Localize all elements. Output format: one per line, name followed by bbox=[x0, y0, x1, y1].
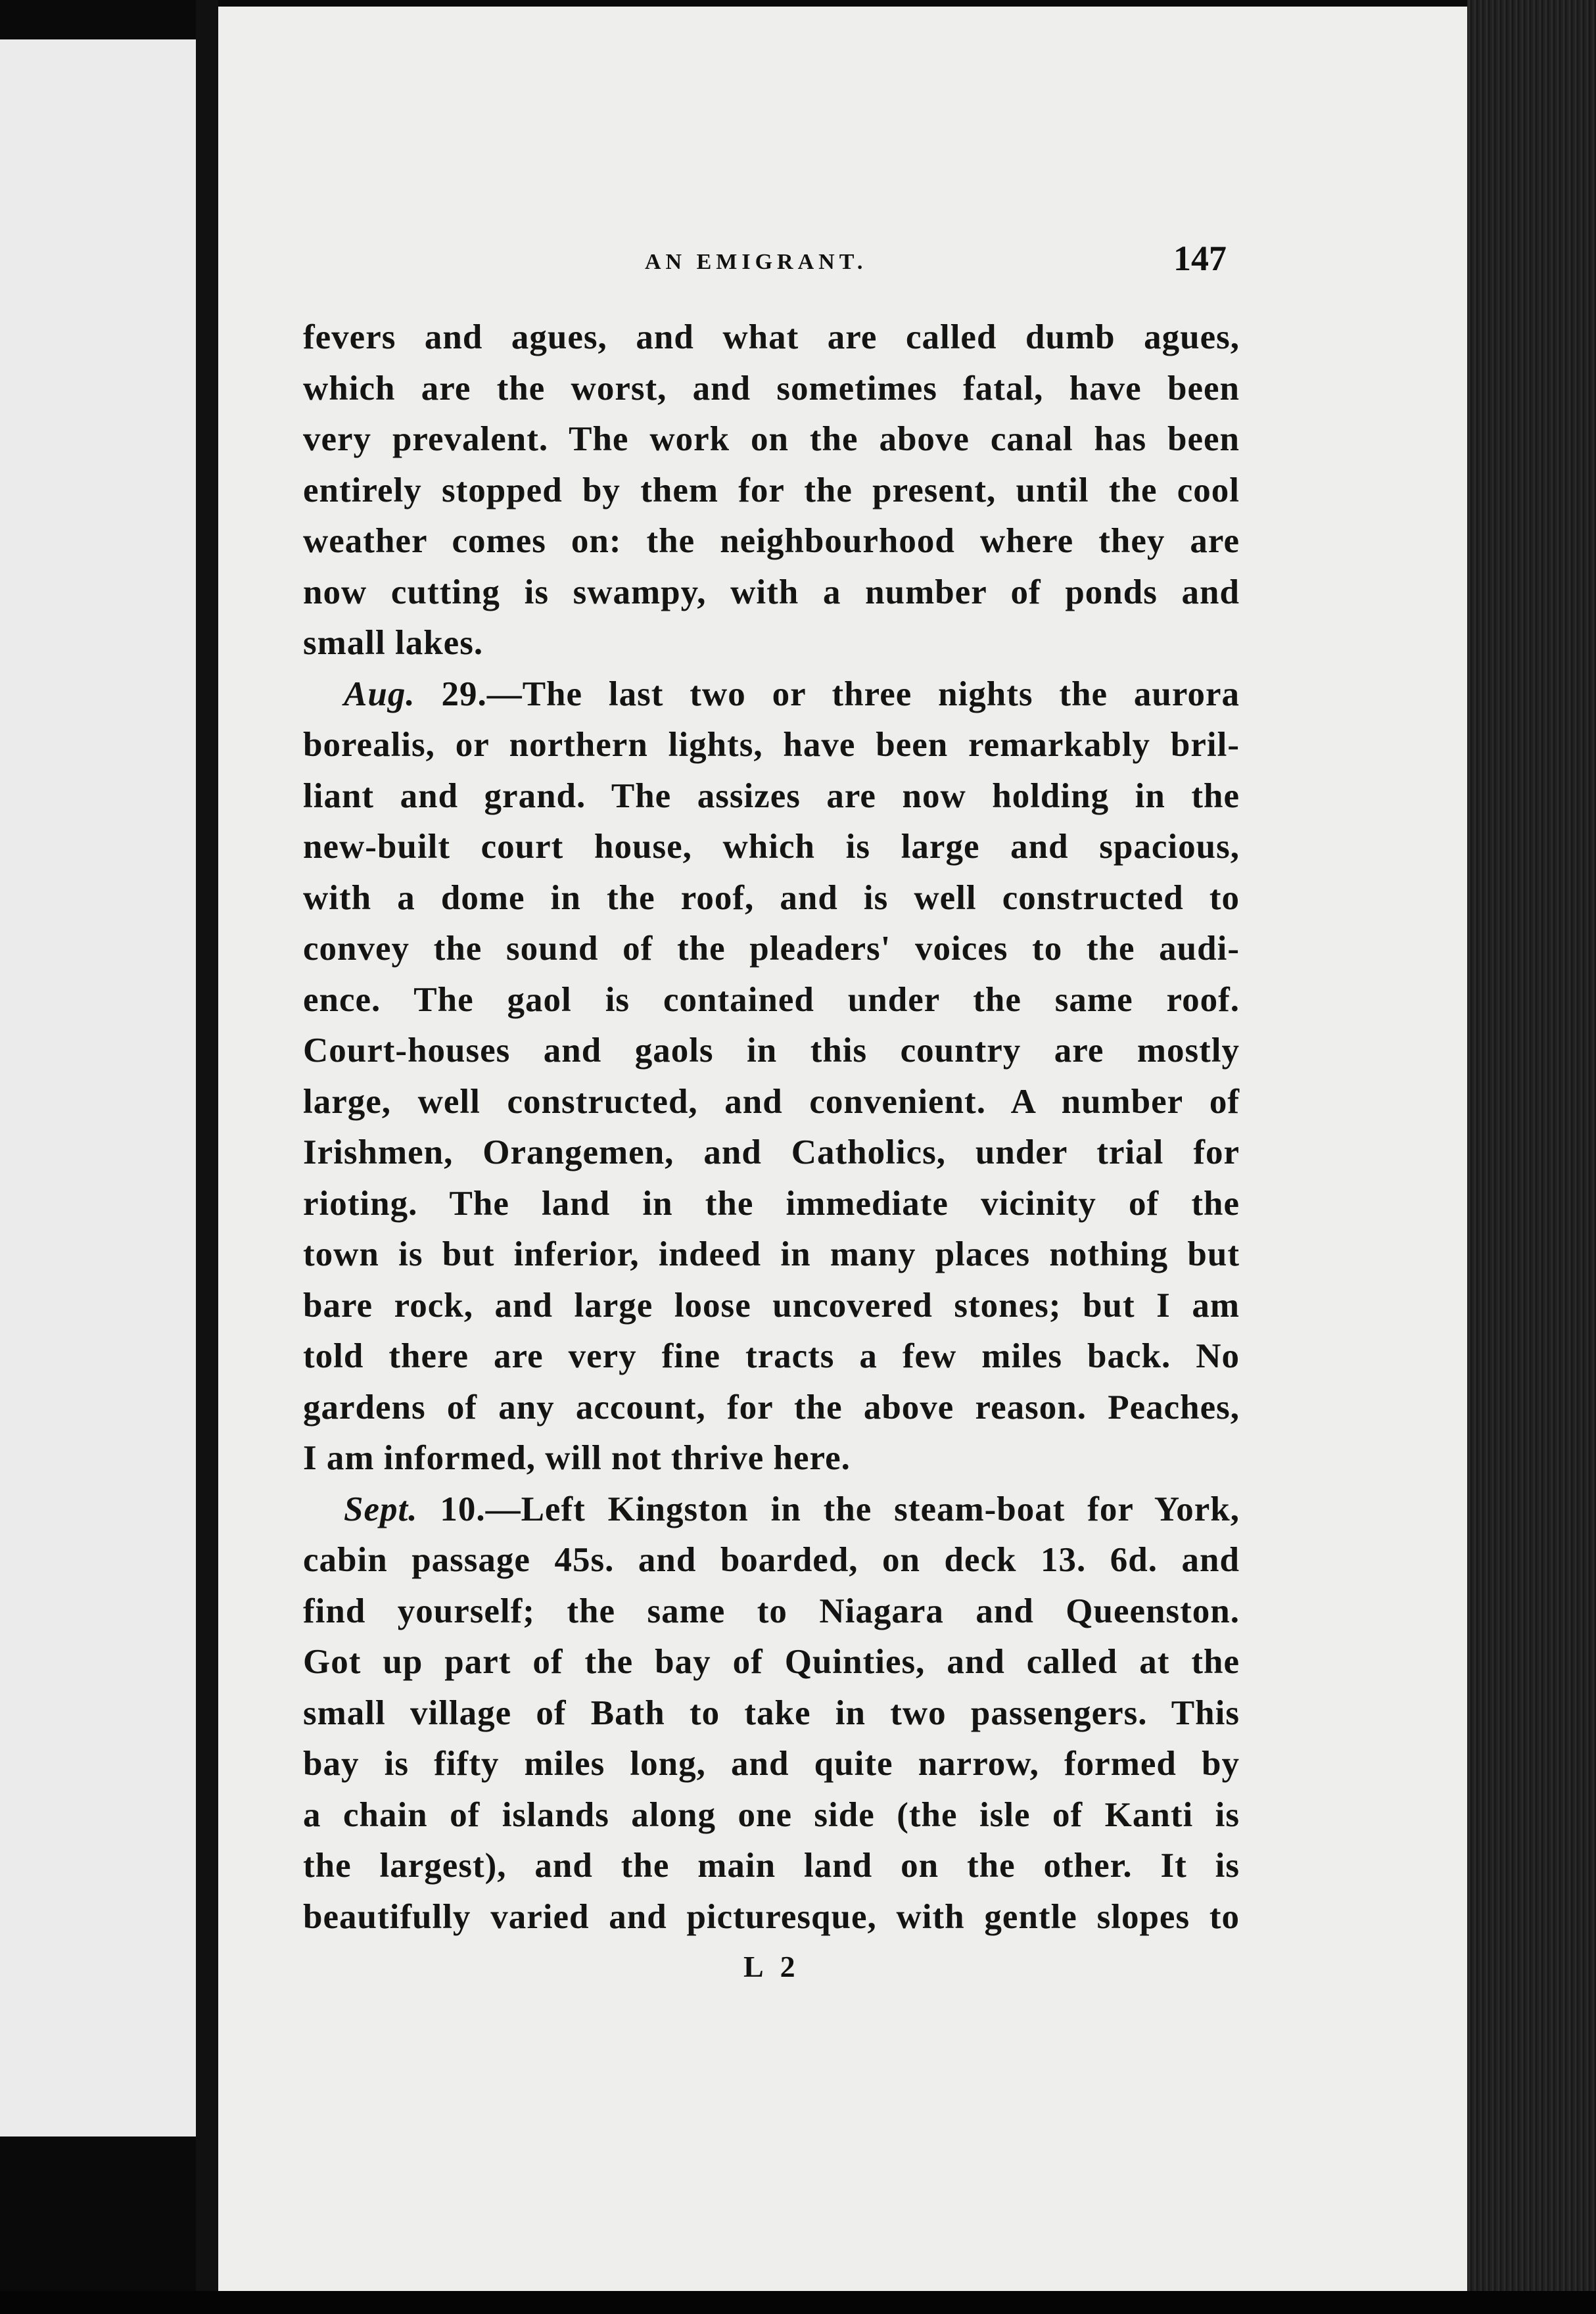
text-line bbox=[303, 1179, 1240, 1230]
page-header bbox=[303, 238, 1227, 284]
text-line bbox=[303, 1026, 1240, 1077]
line-text: liant and grand. The assizes are now holding in the bbox=[303, 776, 1240, 815]
line-text: bare rock, and large loose uncovered stones; but I am bbox=[303, 1286, 1240, 1325]
line-text: small village of Bath to take in two passengers. This bbox=[303, 1693, 1240, 1732]
line-text: 10.—Left Kingston in the steam-boat for York, bbox=[417, 1490, 1240, 1528]
text-line bbox=[303, 975, 1240, 1026]
line-text: bay is fifty miles long, and quite narrow, formed by bbox=[303, 1745, 1240, 1783]
text-line bbox=[303, 1484, 1240, 1536]
line-text: I am informed, will not thrive here. bbox=[303, 1439, 851, 1477]
text-line bbox=[303, 364, 1240, 415]
book-gutter bbox=[196, 0, 218, 2314]
line-text: 29.—The last two or three nights the aurora bbox=[415, 674, 1240, 713]
line-text: fevers and agues, and what are called dumb agues, bbox=[303, 318, 1240, 356]
text-line bbox=[303, 465, 1240, 517]
text-line bbox=[303, 720, 1240, 771]
text-line bbox=[303, 1382, 1240, 1434]
text-line bbox=[303, 567, 1240, 619]
text-line bbox=[303, 1433, 1240, 1484]
line-text: with a dome in the roof, and is well constructed to bbox=[303, 878, 1240, 917]
line-text: rioting. The land in the immediate vicinity of the bbox=[303, 1184, 1240, 1223]
page-body-text bbox=[303, 312, 1240, 1943]
signature-mark: L 2 bbox=[743, 1950, 801, 1983]
text-line bbox=[303, 771, 1240, 822]
text-line bbox=[303, 1229, 1240, 1281]
line-text: very prevalent. The work on the above canal has been bbox=[303, 420, 1240, 458]
line-text: Irishmen, Orangemen, and Catholics, under trial for bbox=[303, 1133, 1240, 1171]
left-page-fragment bbox=[0, 39, 198, 2137]
text-line bbox=[303, 1127, 1240, 1179]
text-line bbox=[303, 414, 1240, 465]
text-line bbox=[303, 924, 1240, 975]
line-text: Court-houses and gaols in this country are mostly bbox=[303, 1031, 1240, 1070]
line-text: Got up part of the bay of Quinties, and called at the bbox=[303, 1643, 1240, 1681]
line-text: cabin passage 45s. and boarded, on deck 13. 6d. and bbox=[303, 1541, 1240, 1579]
line-text: borealis, or northern lights, have been remarkably bril- bbox=[303, 726, 1240, 764]
line-text: large, well constructed, and convenient. A number of bbox=[303, 1082, 1240, 1121]
text-line bbox=[303, 669, 1240, 720]
line-text: which are the worst, and sometimes fatal, have been bbox=[303, 369, 1240, 408]
line-text: convey the sound of the pleaders' voices to the audi- bbox=[303, 930, 1240, 968]
text-line bbox=[303, 618, 1240, 669]
line-text: the largest), and the main land on the other. It is bbox=[303, 1847, 1240, 1885]
text-line bbox=[303, 516, 1240, 567]
text-line bbox=[303, 873, 1240, 924]
scan-bottom-edge bbox=[0, 2291, 1596, 2314]
text-line bbox=[303, 1688, 1240, 1739]
line-text: gardens of any account, for the above reason. Peaches, bbox=[303, 1388, 1240, 1427]
line-text: new-built court house, which is large and spacious, bbox=[303, 828, 1240, 866]
text-line bbox=[303, 1331, 1240, 1382]
line-text: find yourself; the same to Niagara and Queenston. bbox=[303, 1592, 1240, 1630]
text-line bbox=[303, 1077, 1240, 1128]
running-head: AN EMIGRANT. bbox=[645, 250, 868, 274]
line-text: beautifully varied and picturesque, with gentle slopes to bbox=[303, 1897, 1240, 1936]
text-line bbox=[303, 1281, 1240, 1332]
line-text: town is but inferior, indeed in many places nothing but bbox=[303, 1235, 1240, 1273]
text-line bbox=[303, 822, 1240, 873]
entry-date: Sept. bbox=[344, 1490, 418, 1528]
page-edges bbox=[1467, 0, 1596, 2314]
page-number: 147 bbox=[1173, 239, 1227, 278]
text-line bbox=[303, 312, 1240, 364]
text-line bbox=[303, 1739, 1240, 1790]
text-line bbox=[303, 1535, 1240, 1586]
line-text: weather comes on: the neighbourhood where they are bbox=[303, 522, 1240, 560]
text-line bbox=[303, 1841, 1240, 1892]
line-text: ence. The gaol is contained under the same roof. bbox=[303, 980, 1240, 1019]
line-text: small lakes. bbox=[303, 624, 484, 662]
line-text: now cutting is swampy, with a number of ponds and bbox=[303, 573, 1240, 611]
text-line bbox=[303, 1790, 1240, 1841]
text-line bbox=[303, 1637, 1240, 1688]
line-text: told there are very fine tracts a few miles back. No bbox=[303, 1337, 1240, 1375]
line-text: a chain of islands along one side (the isle of Kanti is bbox=[303, 1795, 1240, 1834]
entry-date: Aug. bbox=[344, 674, 415, 713]
text-line bbox=[303, 1892, 1240, 1943]
line-text: entirely stopped by them for the present, until the cool bbox=[303, 471, 1240, 509]
text-line bbox=[303, 1586, 1240, 1638]
